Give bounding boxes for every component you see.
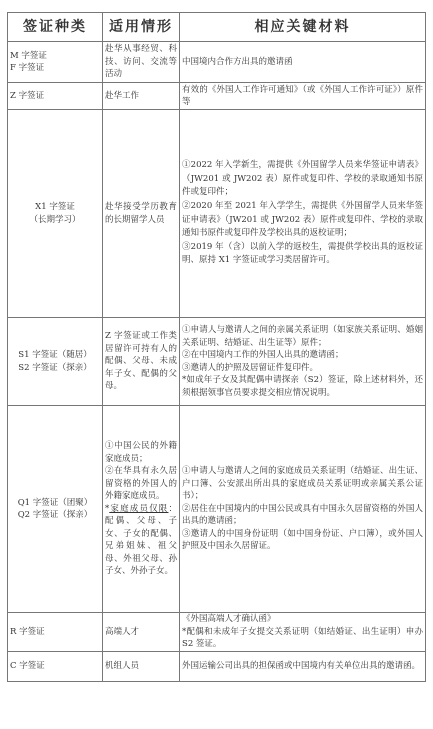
material-item: 《外国高端人才确认函》 xyxy=(182,614,276,624)
materials-cell xyxy=(180,613,426,652)
material-item: ②居住在中国境内的中国公民或具有中国永久居留资格的外国人出具的邀请函； xyxy=(182,503,423,527)
visa-type-line: S2 字签证（探亲） xyxy=(18,362,92,373)
situation-cell: 赴华工作 xyxy=(103,83,180,110)
materials-cell xyxy=(180,651,426,681)
materials-cell xyxy=(180,42,426,83)
visa-type-line: Q2 字签证（探亲） xyxy=(17,510,93,520)
material-item: *如成年子女及其配偶申请探亲（S2）签证，除上述材料外，还须根据领事官员要求提交相应情况说明。 xyxy=(182,375,423,398)
visa-type-line: X1 字签证 xyxy=(35,202,75,212)
visa-type-line: F 字签证 xyxy=(10,63,45,73)
material-item: ①2022 年入学新生，需提供《外国留学人员来华签证申请表》（JW201 或 JW202 表）原件或复印件、学校的录取通知书原件或复印件； xyxy=(182,160,423,198)
situation-cell: 赴华从事经贸、科技、访问、交流等活动 xyxy=(103,42,180,83)
visa-type-cell xyxy=(8,318,103,406)
table-row-m-f xyxy=(8,42,426,83)
material-item: 外国运输公司出具的担保函或中国境内有关单位出具的邀请函。 xyxy=(182,660,421,671)
materials-cell xyxy=(180,83,426,110)
material-item: ③邀请人的中国身份证明（如中国身份证、户口簿），或外国人护照及中国永久居留证。 xyxy=(182,528,423,552)
situation-asterisk: * xyxy=(105,503,110,514)
situation-item xyxy=(105,503,177,578)
visa-type-line: M 字签证 xyxy=(10,50,47,61)
situation-cell: 高端人才 xyxy=(103,613,180,652)
table-row-x1 xyxy=(8,110,426,318)
material-item: ③2019 年（含）以前入学的返校生，需提供学校出具的返校证明、原持 X1 字签证或学习类居留许可。 xyxy=(182,241,423,266)
table-header-row xyxy=(8,13,426,42)
table-row-c xyxy=(8,651,426,681)
header-visa-type: 签证种类 xyxy=(8,13,103,42)
situation-item: ①中国公民的外籍家庭成员； xyxy=(105,441,177,464)
situation-cell xyxy=(103,406,180,613)
visa-type-cell xyxy=(8,613,103,652)
visa-type-line: Z 字签证 xyxy=(10,90,45,101)
visa-type-cell xyxy=(8,42,103,83)
material-item: ③邀请人的护照及居留证件复印件。 xyxy=(182,362,319,373)
table-row-q1-q2 xyxy=(8,406,426,613)
header-situation: 适用情形 xyxy=(103,13,180,42)
visa-type-line: R 字签证 xyxy=(10,626,45,637)
situation-cell: 机组人员 xyxy=(103,651,180,681)
header-materials: 相应关键材料 xyxy=(180,13,426,42)
material-item: 中国境内合作方出具的邀请函 xyxy=(182,56,293,67)
visa-type-cell xyxy=(8,83,103,110)
visa-type-cell xyxy=(8,406,103,613)
situation-cell: 赴华接受学历教育的长期留学人员 xyxy=(103,110,180,318)
table-row-r xyxy=(8,613,426,652)
visa-type-cell xyxy=(8,110,103,318)
table-row-z xyxy=(8,83,426,110)
materials-cell xyxy=(180,406,426,613)
material-item: *配偶和未成年子女提交关系证明（如结婚证、出生证明）申办 S2 签证。 xyxy=(182,626,423,649)
visa-type-line: Q1 字签证（团聚） xyxy=(17,497,93,508)
visa-type-line: C 字签证 xyxy=(10,660,45,671)
visa-type-line: （长期学习） xyxy=(29,214,81,225)
visa-type-cell xyxy=(8,651,103,681)
situation-item: ②在华具有永久居留资格的外国人的外籍家庭成员。 xyxy=(105,466,177,502)
table-row-s1-s2 xyxy=(8,318,426,406)
material-item: ②在中国境内工作的外国人出具的邀请函； xyxy=(182,350,344,360)
situation-list: ：配偶、父母、子女、子女的配偶、兄弟姐妹、祖父母、外祖父母、孙子女、外孙子女。 xyxy=(105,503,177,577)
situation-cell: Z 字签证或工作类居留许可持有人的配偶、父母、未成年子女、配偶的父母。 xyxy=(103,318,180,406)
materials-cell xyxy=(180,318,426,406)
material-item: 有效的《外国人工作许可通知》（或《外国人工作许可证》）原件等 xyxy=(182,84,423,107)
visa-requirements-table xyxy=(7,12,426,682)
material-item: ①申请人与邀请人之间的亲属关系证明（如家族关系证明、婚姻关系证明、结婚证、出生证等）原件； xyxy=(182,325,423,348)
material-item: ②2020 年至 2021 年入学学生，需提供《外国留学人员来华签证申请表》（JW201 或 JW202 表）原件或复印件、学校的录取通知书原件或复印件及学校出具的返校证明； xyxy=(182,200,423,239)
visa-type-line: S1 字签证（随居） xyxy=(18,350,92,360)
situation-underlined: 家庭成员仅限 xyxy=(109,503,169,514)
materials-cell xyxy=(180,110,426,318)
material-item: ①申请人与邀请人之间的家庭成员关系证明（结婚证、出生证、户口簿、公安派出所出具的家庭成员关系证明或亲属关系公证书）； xyxy=(182,466,423,502)
